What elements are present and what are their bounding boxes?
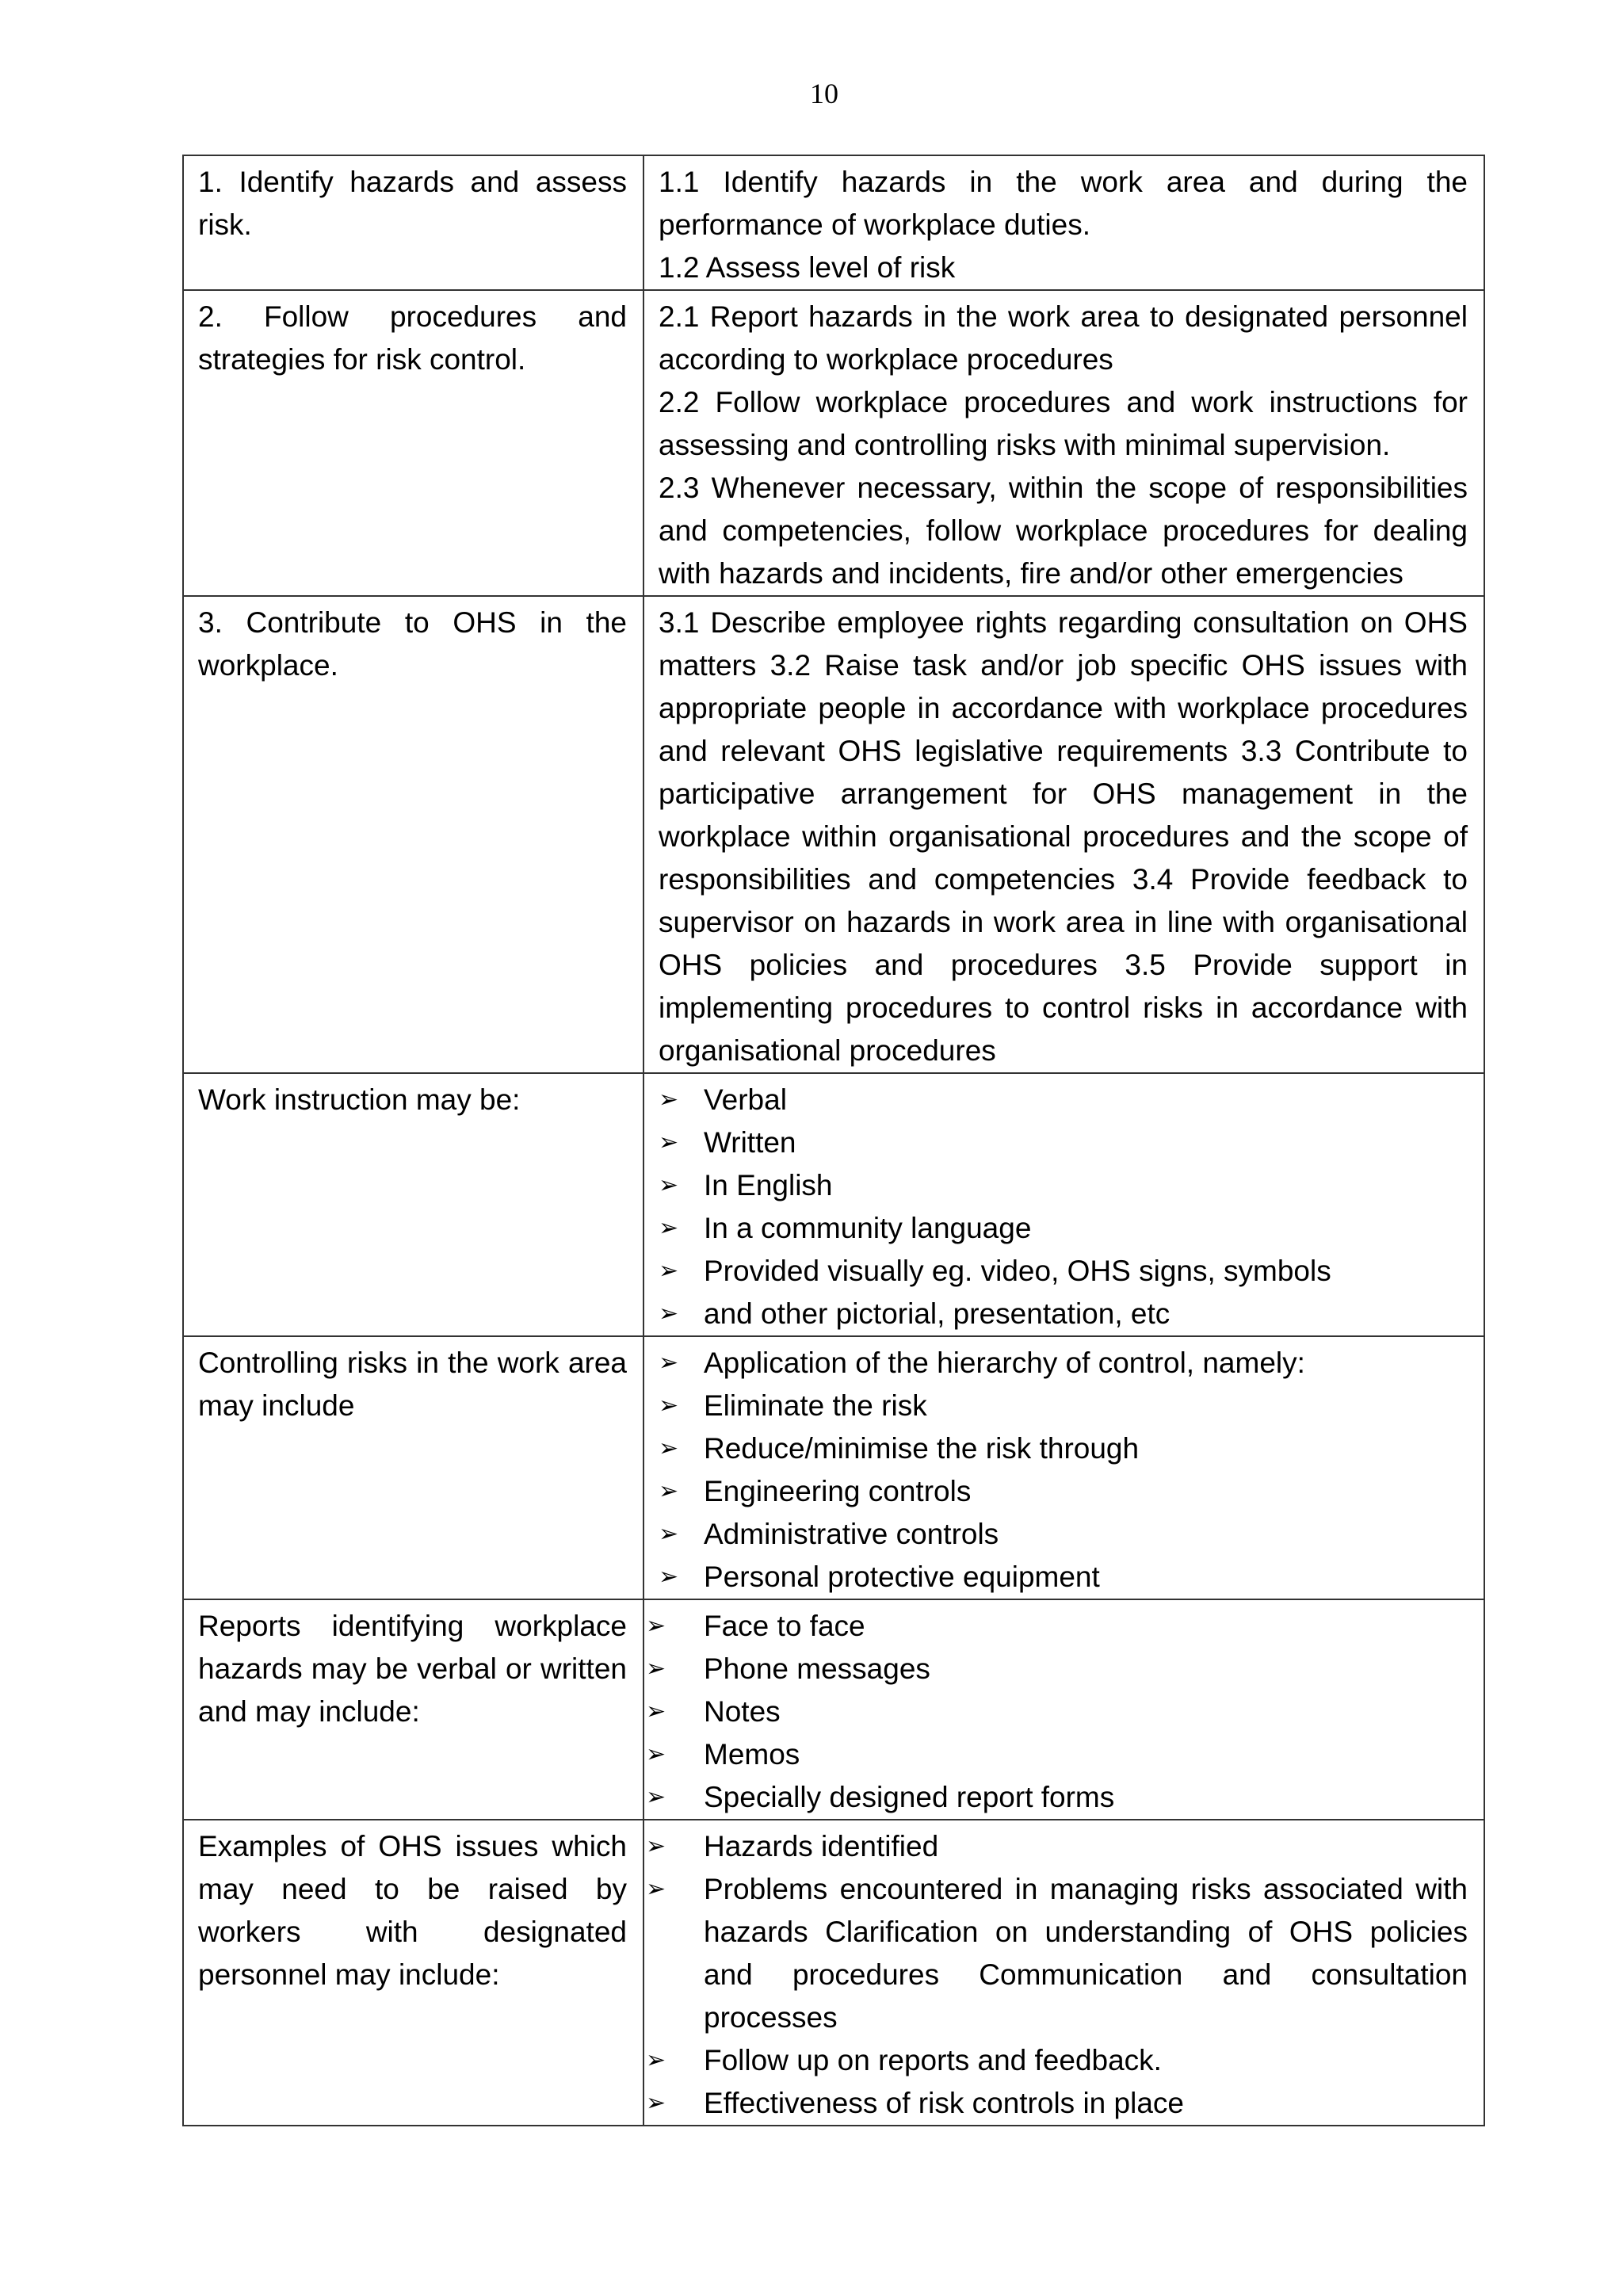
range-list-cell [643,1073,1484,1336]
performance-criterion: 1.2 Assess level of risk [659,251,956,284]
bullet-list [646,1605,1468,1819]
list-item: ➢ Notes [659,1690,1468,1733]
arrowhead-bullet-icon: ➢ [659,1300,679,1328]
arrowhead-bullet-icon: ➢ [646,1698,666,1725]
arrowhead-bullet-icon: ➢ [659,1520,679,1548]
range-list-cell [643,1336,1484,1599]
list-item: ➢ Written [659,1121,1468,1164]
element-cell: 3. Contribute to OHS in the workplace. [183,596,643,1073]
list-item: ➢ Application of the hierarchy of control, namely: [659,1342,1468,1385]
arrowhead-bullet-icon: ➢ [646,1740,666,1768]
arrowhead-bullet-icon: ➢ [646,2046,666,2074]
bullet-list [659,1342,1468,1599]
range-list-cell [643,1820,1484,2126]
performance-criterion: 3.1 Describe employee rights regarding consultation on OHS matters 3.2 Raise task and/or job specific OHS issues with appropriate people in accordance with workplace procedures and relevant OHS legislative requirements 3.3 Contribute to participative arrangement for OHS management in the workplace within organisational procedures and the scope of responsibilities and competencies 3.4 Provide feedback to supervisor on hazards in work area in line with organisational OHS policies and procedures 3.5 Provide support in implementing procedures to control risks in accordance with organisational procedures [659,606,1468,1067]
arrowhead-bullet-icon: ➢ [659,1086,679,1114]
table-row [183,155,1484,290]
arrowhead-bullet-icon: ➢ [646,1832,666,1860]
list-item: ➢ Memos [659,1733,1468,1776]
list-item: ➢ Reduce/minimise the risk through [659,1427,1468,1470]
table-row [183,1336,1484,1599]
list-item: ➢ In a community language [659,1207,1468,1250]
performance-criterion: 2.2 Follow workplace procedures and work instructions for assessing and controlling risks with minimal supervision. [659,386,1468,461]
arrowhead-bullet-icon: ➢ [659,1392,679,1419]
arrowhead-bullet-icon: ➢ [659,1349,679,1377]
list-item: ➢ Administrative controls [659,1513,1468,1556]
range-label-cell: Reports identifying workplace hazards may be verbal or written and may include: [183,1599,643,1820]
arrowhead-bullet-icon: ➢ [659,1563,679,1591]
arrowhead-bullet-icon: ➢ [659,1129,679,1156]
element-cell: 2. Follow procedures and strategies for risk control. [183,290,643,596]
table-row [183,290,1484,596]
list-item: ➢ Engineering controls [659,1470,1468,1513]
arrowhead-bullet-icon: ➢ [646,1655,666,1683]
range-list-cell [643,1599,1484,1820]
performance-criterion: 2.3 Whenever necessary, within the scope of responsibilities and competencies, follow workplace procedures for dealing with hazards and incidents, fire and/or other emergencies [659,472,1468,590]
arrowhead-bullet-icon: ➢ [659,1257,679,1285]
list-item: ➢ Eliminate the risk [659,1385,1468,1427]
list-item: ➢ Follow up on reports and feedback. [659,2039,1468,2082]
list-item: ➢ Provided visually eg. video, OHS signs, symbols [659,1250,1468,1293]
arrowhead-bullet-icon: ➢ [646,1783,666,1811]
list-item: ➢ Specially designed report forms [659,1776,1468,1819]
performance-criterion: 2.1 Report hazards in the work area to designated personnel according to workplace procedures [659,300,1468,376]
list-item: ➢ Effectiveness of risk controls in place [659,2082,1468,2125]
arrowhead-bullet-icon: ➢ [659,1435,679,1462]
list-item: ➢ In English [659,1164,1468,1207]
list-item: ➢ Face to face [659,1605,1468,1648]
arrowhead-bullet-icon: ➢ [646,2089,666,2117]
criteria-cell [643,596,1484,1073]
table-row [183,596,1484,1073]
table-row [183,1599,1484,1820]
range-label-cell: Controlling risks in the work area may include [183,1336,643,1599]
performance-criterion: 1.1 Identify hazards in the work area and during the performance of workplace duties. [659,166,1468,241]
list-item: ➢ Problems encountered in managing risks associated with hazards Clarification on understanding of OHS policies and procedures Communication and consultation processes [659,1868,1468,2039]
list-item: ➢ and other pictorial, presentation, etc [659,1293,1468,1335]
competency-table [182,155,1485,2126]
table-row [183,1820,1484,2126]
bullet-list [646,1825,1468,2125]
arrowhead-bullet-icon: ➢ [659,1171,679,1199]
range-label-cell: Work instruction may be: [183,1073,643,1336]
element-cell: 1. Identify hazards and assess risk. [183,155,643,290]
list-item: ➢ Hazards identified [659,1825,1468,1868]
bullet-list [659,1079,1468,1335]
range-label-cell: Examples of OHS issues which may need to be raised by workers with designated personnel may include: [183,1820,643,2126]
arrowhead-bullet-icon: ➢ [659,1477,679,1505]
list-item: ➢ Personal protective equipment [659,1556,1468,1599]
arrowhead-bullet-icon: ➢ [646,1612,666,1640]
list-item: ➢ Verbal [659,1079,1468,1121]
criteria-cell [643,155,1484,290]
page-number: 10 [810,78,838,109]
table-row [183,1073,1484,1336]
arrowhead-bullet-icon: ➢ [659,1214,679,1242]
criteria-cell [643,290,1484,596]
arrowhead-bullet-icon: ➢ [646,1875,666,1903]
list-item: ➢ Phone messages [659,1648,1468,1690]
